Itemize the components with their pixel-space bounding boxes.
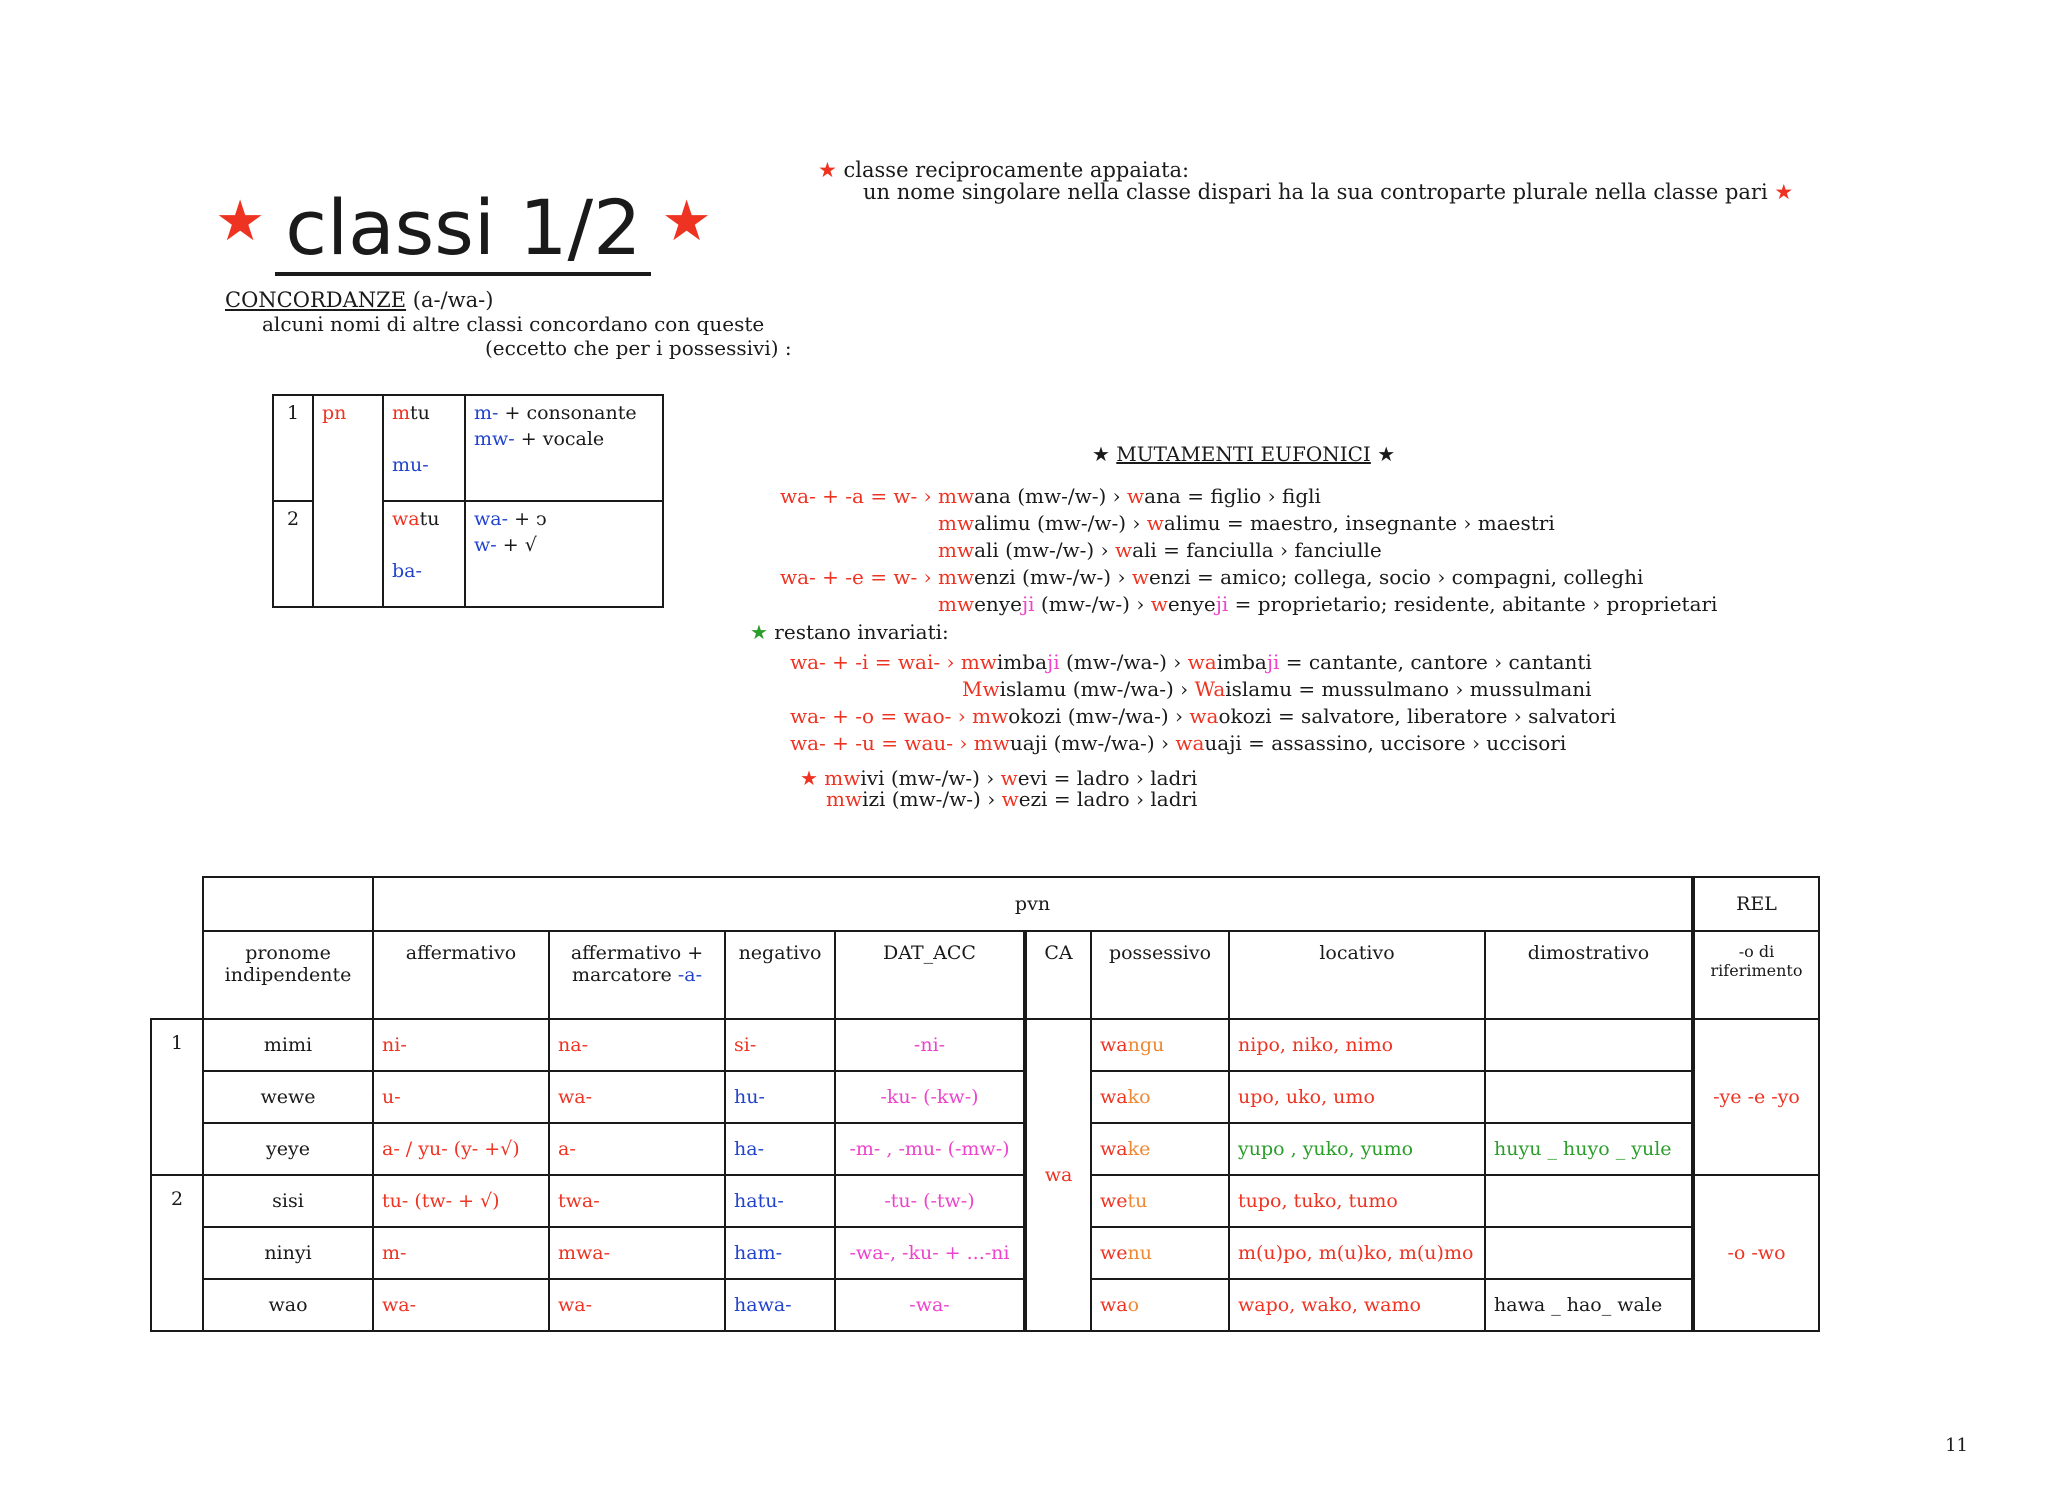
mutamenti-title-text: MUTAMENTI EUFONICI — [1116, 442, 1371, 466]
table-row — [151, 1227, 1819, 1279]
poss-prefix: we — [1100, 1242, 1128, 1264]
concordanze-value: (a-/wa-) — [412, 288, 494, 312]
negativo-cell: ham- — [725, 1227, 835, 1279]
affermativo-cell: m- — [373, 1227, 549, 1279]
old-prefix: mu- — [392, 454, 429, 476]
aff-marc-cell: wa- — [549, 1279, 725, 1331]
poss-stem: ke — [1127, 1138, 1151, 1160]
col-ca: CA — [1025, 931, 1091, 1019]
dat-cell: -tu- (-tw-) — [835, 1175, 1025, 1227]
mutation-line: wa- + -i = wai- › mwimbaji (mw-/wa-) › waimbaji = cantante, cantore › cantanti — [790, 650, 1592, 674]
pronome-cell: wewe — [203, 1071, 373, 1123]
reciprocal-note-line2 — [863, 180, 1793, 204]
table-row — [151, 1071, 1819, 1123]
star-icon: ★ — [1092, 442, 1110, 466]
rule-prefix: m- — [474, 402, 499, 424]
dimostrativo-cell — [1485, 1019, 1693, 1071]
header-pvn: pvn — [373, 877, 1693, 931]
concordanze-desc-2: (eccetto che per i possessivi) : — [485, 336, 792, 360]
star-icon: ★ — [215, 189, 266, 254]
mutation-line: ★ mwivi (mw-/w-) › wevi = ladro › ladri — [800, 766, 1198, 790]
example-cell — [383, 501, 465, 607]
dimostrativo-cell: hawa _ hao_ wale — [1485, 1279, 1693, 1331]
locativo-cell: nipo, niko, nimo — [1229, 1019, 1485, 1071]
col-pronome: pronome indipendente — [203, 931, 373, 1019]
poss-stem: o — [1127, 1294, 1140, 1316]
possessivo-cell — [1091, 1071, 1229, 1123]
conjugation-table — [150, 876, 1820, 1332]
rule-text: + √ — [502, 534, 537, 556]
poss-stem: nu — [1127, 1242, 1152, 1264]
affermativo-cell: tu- (tw- + √) — [373, 1175, 549, 1227]
dat-cell: -ku- (-kw-) — [835, 1071, 1025, 1123]
negativo-cell: hawa- — [725, 1279, 835, 1331]
locativo-cell: wapo, wako, wamo — [1229, 1279, 1485, 1331]
star-icon: ★ — [818, 158, 837, 182]
poss-prefix: wa — [1100, 1294, 1128, 1316]
pronome-cell: yeye — [203, 1123, 373, 1175]
aff-marc-cell: a- — [549, 1123, 725, 1175]
reciprocal-note-text2: un nome singolare nella classe dispari ha la sua controparte plurale nella classe pari — [863, 180, 1768, 204]
locativo-cell: yupo , yuko, yumo — [1229, 1123, 1485, 1175]
dimostrativo-cell — [1485, 1227, 1693, 1279]
possessivo-cell — [1091, 1019, 1229, 1071]
aff-marc-cell: wa- — [549, 1071, 725, 1123]
mutation-line: mwizi (mw-/w-) › wezi = ladro › ladri — [826, 787, 1198, 811]
page-number: 11 — [1945, 1435, 1968, 1456]
title-text: classi 1/2 — [275, 190, 651, 276]
example-prefix: m — [392, 402, 411, 424]
table-row — [151, 1019, 1819, 1071]
mutation-line: mwenyeji (mw-/w-) › wenyeji = proprietario; residente, abitante › proprietari — [938, 592, 1718, 616]
poss-prefix: wa — [1100, 1138, 1128, 1160]
mutation-line: mwalimu (mw-/w-) › walimu = maestro, insegnante › maestri — [938, 511, 1555, 535]
dat-cell: -wa-, -ku- + ...-ni — [835, 1227, 1025, 1279]
negativo-cell: si- — [725, 1019, 835, 1071]
star-icon: ★ — [800, 766, 818, 790]
table-row — [151, 1279, 1819, 1331]
dimostrativo-cell — [1485, 1071, 1693, 1123]
rule-prefix: mw- — [474, 428, 515, 450]
negativo-cell: hatu- — [725, 1175, 835, 1227]
mutation-line: wa- + -u = wau- › mwuaji (mw-/wa-) › wauaji = assassino, uccisore › uccisori — [790, 731, 1567, 755]
header-rel: REL — [1693, 877, 1819, 931]
pronome-cell: sisi — [203, 1175, 373, 1227]
table-row — [151, 1175, 1819, 1227]
star-icon: ★ — [1377, 442, 1396, 466]
page-title — [215, 183, 712, 276]
possessivo-cell — [1091, 1123, 1229, 1175]
pronome-cell: wao — [203, 1279, 373, 1331]
mutation-line: mwali (mw-/w-) › wali = fanciulla › fanciulle — [938, 538, 1382, 562]
star-icon: ★ — [1774, 180, 1794, 204]
col-aff-marc-text: affermativo + marcatore — [570, 942, 704, 986]
possessivo-cell — [1091, 1227, 1229, 1279]
rel-cell: -o -wo — [1693, 1175, 1819, 1331]
aff-marc-cell: na- — [549, 1019, 725, 1071]
reciprocal-note-line1 — [818, 158, 1189, 182]
old-prefix: ba- — [392, 560, 422, 582]
col-aff-marc-a: -a- — [677, 964, 702, 986]
dimostrativo-cell: huyu _ huyo _ yule — [1485, 1123, 1693, 1175]
locativo-cell: tupo, tuko, tumo — [1229, 1175, 1485, 1227]
example-cell — [383, 395, 465, 501]
class-number: 1 — [273, 395, 313, 501]
prefix-row-1 — [273, 395, 663, 501]
dat-cell: -ni- — [835, 1019, 1025, 1071]
example-prefix: wa — [392, 508, 420, 530]
aff-marc-cell: mwa- — [549, 1227, 725, 1279]
pronome-cell: ninyi — [203, 1227, 373, 1279]
rule-prefix: wa- — [474, 508, 509, 530]
mutation-line: Mwislamu (mw-/wa-) › Waislamu = mussulmano › mussulmani — [962, 677, 1592, 701]
dat-cell: -m- , -mu- (-mw-) — [835, 1123, 1025, 1175]
poss-prefix: we — [1100, 1190, 1128, 1212]
rel-cell: -ye -e -yo — [1693, 1019, 1819, 1175]
col-dimostrativo: dimostrativo — [1485, 931, 1693, 1019]
possessivo-cell — [1091, 1279, 1229, 1331]
ca-cell: wa — [1025, 1019, 1091, 1331]
col-negativo: negativo — [725, 931, 835, 1019]
rule-text: + ↄ — [514, 508, 547, 530]
rule-cell — [465, 501, 663, 607]
col-dat-acc: DAT_ACC — [835, 931, 1025, 1019]
locativo-cell: upo, uko, umo — [1229, 1071, 1485, 1123]
col-rel: -o di riferimento — [1693, 931, 1819, 1019]
concordanze-line — [225, 288, 493, 312]
concordanze-desc-1: alcuni nomi di altre classi concordano con queste — [262, 312, 765, 336]
pn-cell: pn — [313, 395, 383, 607]
col-locativo: locativo — [1229, 931, 1485, 1019]
star-icon: ★ — [661, 189, 712, 254]
aff-marc-cell: twa- — [549, 1175, 725, 1227]
pronome-cell: mimi — [203, 1019, 373, 1071]
class-number: 2 — [273, 501, 313, 607]
mutation-line: wa- + -e = w- › mwenzi (mw-/w-) › wenzi = amico; collega, socio › compagni, colleghi — [780, 565, 1644, 589]
mutation-line: wa- + -o = wao- › mwokozi (mw-/wa-) › waokozi = salvatore, liberatore › salvatori — [790, 704, 1617, 728]
affermativo-cell: u- — [373, 1071, 549, 1123]
poss-stem: ko — [1127, 1086, 1151, 1108]
concordanze-label: CONCORDANZE — [225, 288, 407, 312]
possessivo-cell — [1091, 1175, 1229, 1227]
class-number: 2 — [151, 1175, 203, 1331]
prefix-table — [272, 394, 664, 608]
col-affermativo: affermativo — [373, 931, 549, 1019]
negativo-cell: ha- — [725, 1123, 835, 1175]
rule-prefix: w- — [474, 534, 497, 556]
col-possessivo: possessivo — [1091, 931, 1229, 1019]
reciprocal-note-text1: classe reciprocamente appaiata: — [843, 158, 1190, 182]
rule-text: + consonante — [504, 402, 637, 424]
poss-prefix: wa — [1100, 1034, 1128, 1056]
affermativo-cell: ni- — [373, 1019, 549, 1071]
dat-cell: -wa- — [835, 1279, 1025, 1331]
affermativo-cell: a- / yu- (y- +√) — [373, 1123, 549, 1175]
col-aff-marcatore — [549, 931, 725, 1019]
example-rest: tu — [410, 402, 430, 424]
negativo-cell: hu- — [725, 1071, 835, 1123]
table-row — [151, 1123, 1819, 1175]
poss-prefix: wa — [1100, 1086, 1128, 1108]
mutation-line: wa- + -a = w- › mwana (mw-/w-) › wana = figlio › figli — [780, 484, 1321, 508]
example-rest: tu — [419, 508, 440, 530]
rule-text: + vocale — [520, 428, 605, 450]
class-number: 1 — [151, 1019, 203, 1175]
star-icon: ★ — [750, 620, 768, 644]
affermativo-cell: wa- — [373, 1279, 549, 1331]
restano-label — [750, 620, 949, 644]
restano-text: restano invariati: — [774, 620, 949, 644]
rule-cell — [465, 395, 663, 501]
mutamenti-title — [1092, 442, 1395, 466]
poss-stem: tu — [1127, 1190, 1148, 1212]
locativo-cell: m(u)po, m(u)ko, m(u)mo — [1229, 1227, 1485, 1279]
dimostrativo-cell — [1485, 1175, 1693, 1227]
poss-stem: ngu — [1127, 1034, 1165, 1056]
